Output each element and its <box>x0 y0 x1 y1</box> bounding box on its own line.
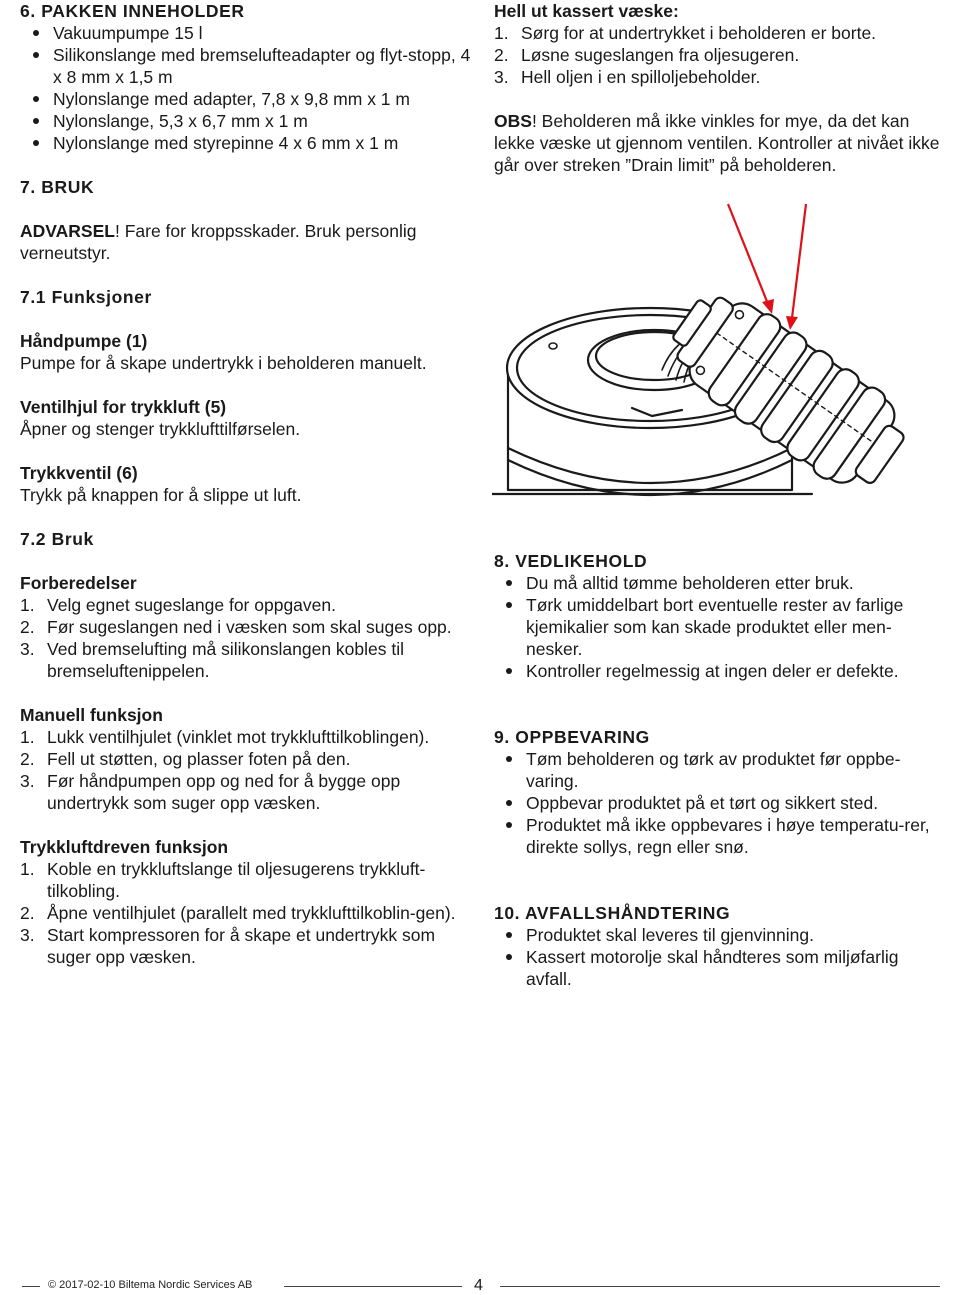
list-item: Produktet skal leveres til gjenvinning. <box>494 924 940 946</box>
usage-group-heading: Forberedelser <box>20 573 137 593</box>
function-text: Pumpe for å skape undertrykk i beholderen manuelt. <box>20 353 427 373</box>
function-heading: Ventilhjul for trykkluft (5) <box>20 397 227 417</box>
step-item: 2. Åpne ventilhjulet (parallelt med trykklufttilkoblin-gen). <box>20 903 456 923</box>
list-item: Nylonslange med styrepinne 4 x 6 mm x 1 m <box>20 132 475 154</box>
function-heading: Håndpumpe (1) <box>20 331 148 351</box>
list-item: Du må alltid tømme beholderen etter bruk. <box>494 572 940 594</box>
step-item: 1. Sørg for at undertrykket i beholderen er borte. <box>494 23 877 43</box>
list-item: Tøm beholderen og tørk av produktet før oppbe-varing. <box>494 748 940 792</box>
list-item: Kassert motorolje skal håndteres som miljøfarlig avfall. <box>494 946 940 990</box>
note-text: ! Beholderen må ikke vinkles for mye, da det kan lekke væske ut gjennom ventilen. Kontroller at nivået ikke går over streken ”Drain limit” på beholderen. <box>494 111 940 175</box>
step-item: 2. Før sugeslangen ned i væsken som skal suges opp. <box>20 617 452 637</box>
footer-rule <box>284 1286 462 1287</box>
page-number: 4 <box>474 1277 483 1294</box>
usage-steps <box>20 726 475 814</box>
section-8-title: 8. VEDLIKEHOLD <box>494 551 648 571</box>
section-10-title: 10. AVFALLSHÅNDTERING <box>494 903 731 923</box>
function-text: Trykk på knappen for å slippe ut luft. <box>20 485 302 505</box>
footer-copyright: © 2017-02-10 Biltema Nordic Services AB <box>48 1279 253 1291</box>
function-heading: Trykkventil (6) <box>20 463 138 483</box>
disposal-list <box>494 924 940 990</box>
step-item: 3. Før håndpumpen opp og ned for å bygge opp undertrykk som suger opp væsken. <box>20 771 401 813</box>
maintenance-list <box>494 572 940 682</box>
section-6-title: 6. PAKKEN INNEHOLDER <box>20 1 245 21</box>
step-item: 3. Start kompressoren for å skape et undertrykk som suger opp væsken. <box>20 925 436 967</box>
note-label: OBS <box>494 111 532 131</box>
step-item: 2. Fell ut støtten, og plasser foten på den. <box>20 749 351 769</box>
left-column <box>20 0 475 968</box>
section-7-title: 7. BRUK <box>20 177 95 197</box>
page-footer <box>0 1276 960 1292</box>
usage-group-heading: Trykkluftdreven funksjon <box>20 837 229 857</box>
step-item: 1. Velg egnet sugeslange for oppgaven. <box>20 595 336 615</box>
warning-text: ! Fare for kroppsskader. Bruk personlig verneutstyr. <box>20 221 417 263</box>
step-item: 1. Lukk ventilhjulet (vinklet mot trykklufttilkoblingen). <box>20 727 430 747</box>
step-item: 3. Hell oljen i en spilloljebeholder. <box>494 67 761 87</box>
section-9-title: 9. OPPBEVARING <box>494 727 650 747</box>
list-item: Produktet må ikke oppbevares i høye temperatu-rer, direkte sollys, regn eller snø. <box>494 814 940 858</box>
drain-illustration-svg <box>492 198 944 504</box>
list-item: Silikonslange med bremselufteadapter og flyt-stopp, 4 x 8 mm x 1,5 m <box>20 44 475 88</box>
list-item: Kontroller regelmessig at ingen deler er defekte. <box>494 660 940 682</box>
function-text: Åpner og stenger trykklufttilførselen. <box>20 419 301 439</box>
right-column-top <box>494 0 940 176</box>
list-item: Tørk umiddelbart bort eventuelle rester av farlige kjemikalier som kan skade produktet eller men-nesker. <box>494 594 940 660</box>
usage-group-heading: Manuell funksjon <box>20 705 163 725</box>
warning-paragraph <box>20 220 475 264</box>
right-column-bottom <box>494 550 940 990</box>
footer-rule <box>22 1286 40 1287</box>
note-paragraph <box>494 110 940 176</box>
list-item: Nylonslange med adapter, 7,8 x 9,8 mm x 1 m <box>20 88 475 110</box>
list-item: Oppbevar produktet på et tørt og sikkert sted. <box>494 792 940 814</box>
drain-steps <box>494 22 940 88</box>
storage-list <box>494 748 940 858</box>
usage-steps <box>20 594 475 682</box>
step-item: 3. Ved bremselufting må silikonslangen kobles til bremseluftenippelen. <box>20 639 404 681</box>
section-7-2-title: 7.2 Bruk <box>20 529 94 549</box>
list-item: Vakuumpumpe 15 l <box>20 22 475 44</box>
list-item: Nylonslange, 5,3 x 6,7 mm x 1 m <box>20 110 475 132</box>
step-item: 1. Koble en trykkluftslange til oljesugerens trykkluft-tilkobling. <box>20 859 426 901</box>
drain-heading: Hell ut kassert væske: <box>494 1 679 21</box>
package-contents-list <box>20 22 475 154</box>
footer-rule <box>500 1286 940 1287</box>
drain-illustration <box>492 198 944 504</box>
warning-label: ADVARSEL <box>20 221 115 241</box>
section-7-1-title: 7.1 Funksjoner <box>20 287 152 307</box>
step-item: 2. Løsne sugeslangen fra oljesugeren. <box>494 45 800 65</box>
usage-steps <box>20 858 475 968</box>
